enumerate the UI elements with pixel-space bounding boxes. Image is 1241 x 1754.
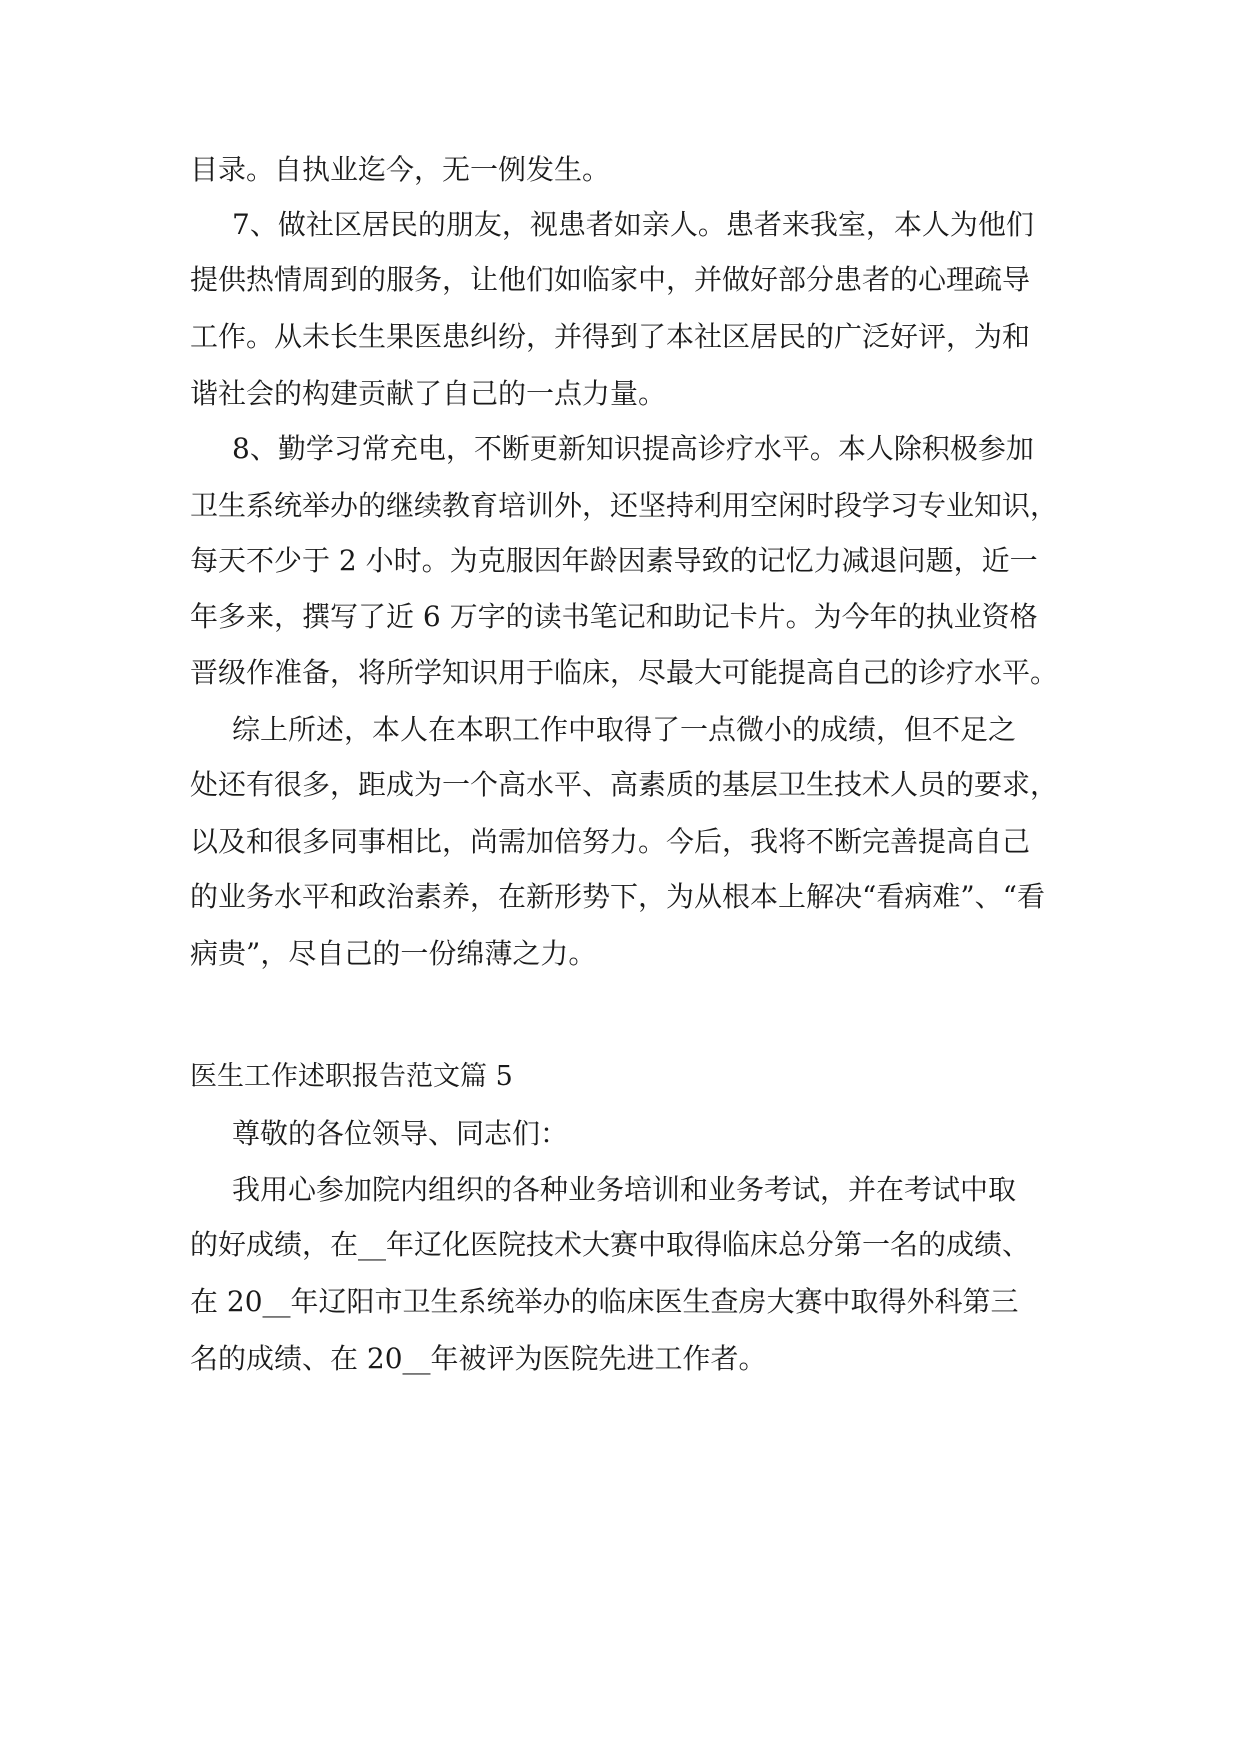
paragraph-line: 的好成绩，在__年辽化医院技术大赛中取得临床总分第一名的成绩、: [190, 1228, 1031, 1261]
paragraph-line: 8、勤学习常充电，不断更新知识提高诊疗水平。本人除积极参加: [232, 432, 1034, 465]
paragraph-line: 病贵”，尽自己的一份绵薄之力。: [190, 937, 597, 970]
paragraph-line: 处还有很多，距成为一个高水平、高素质的基层卫生技术人员的要求，: [190, 768, 1059, 801]
paragraph-line: 在 20__年辽阳市卫生系统举办的临床医生查房大赛中取得外科第三: [190, 1285, 1019, 1318]
section-heading: 医生工作述职报告范文篇 5: [190, 1061, 513, 1092]
paragraph-line: 每天不少于 2 小时。为克服因年龄因素导致的记忆力减退问题，近一: [190, 544, 1038, 577]
paragraph-line: 名的成绩、在 20__年被评为医院先进工作者。: [190, 1342, 767, 1375]
paragraph-line: 的业务水平和政治素养，在新形势下，为从根本上解决“看病难”、“看: [190, 880, 1045, 913]
paragraph-line: 我用心参加院内组织的各种业务培训和业务考试，并在考试中取: [232, 1173, 1017, 1206]
paragraph-line: 7、做社区居民的朋友，视患者如亲人。患者来我室，本人为他们: [232, 208, 1034, 241]
paragraph-line: 年多来，撰写了近 6 万字的读书笔记和助记卡片。为今年的执业资格: [190, 600, 1038, 633]
paragraph-line: 目录。自执业迄今，无一例发生。: [190, 153, 611, 186]
paragraph-line: 以及和很多同事相比，尚需加倍努力。今后，我将不断完善提高自己: [190, 825, 1031, 858]
salutation-line: 尊敬的各位领导、同志们：: [232, 1117, 569, 1150]
paragraph-line: 综上所述，本人在本职工作中取得了一点微小的成绩，但不足之: [232, 713, 1017, 746]
paragraph-line: 晋级作准备，将所学知识用于临床，尽最大可能提高自己的诊疗水平。: [190, 656, 1059, 689]
paragraph-line: 提供热情周到的服务，让他们如临家中，并做好部分患者的心理疏导: [190, 263, 1031, 296]
paragraph-line: 工作。从未长生果医患纠纷，并得到了本社区居民的广泛好评，为和: [190, 320, 1031, 353]
paragraph-line: 卫生系统举办的继续教育培训外，还坚持利用空闲时段学习专业知识，: [190, 489, 1059, 522]
paragraph-line: 谐社会的构建贡献了自己的一点力量。: [190, 377, 667, 410]
